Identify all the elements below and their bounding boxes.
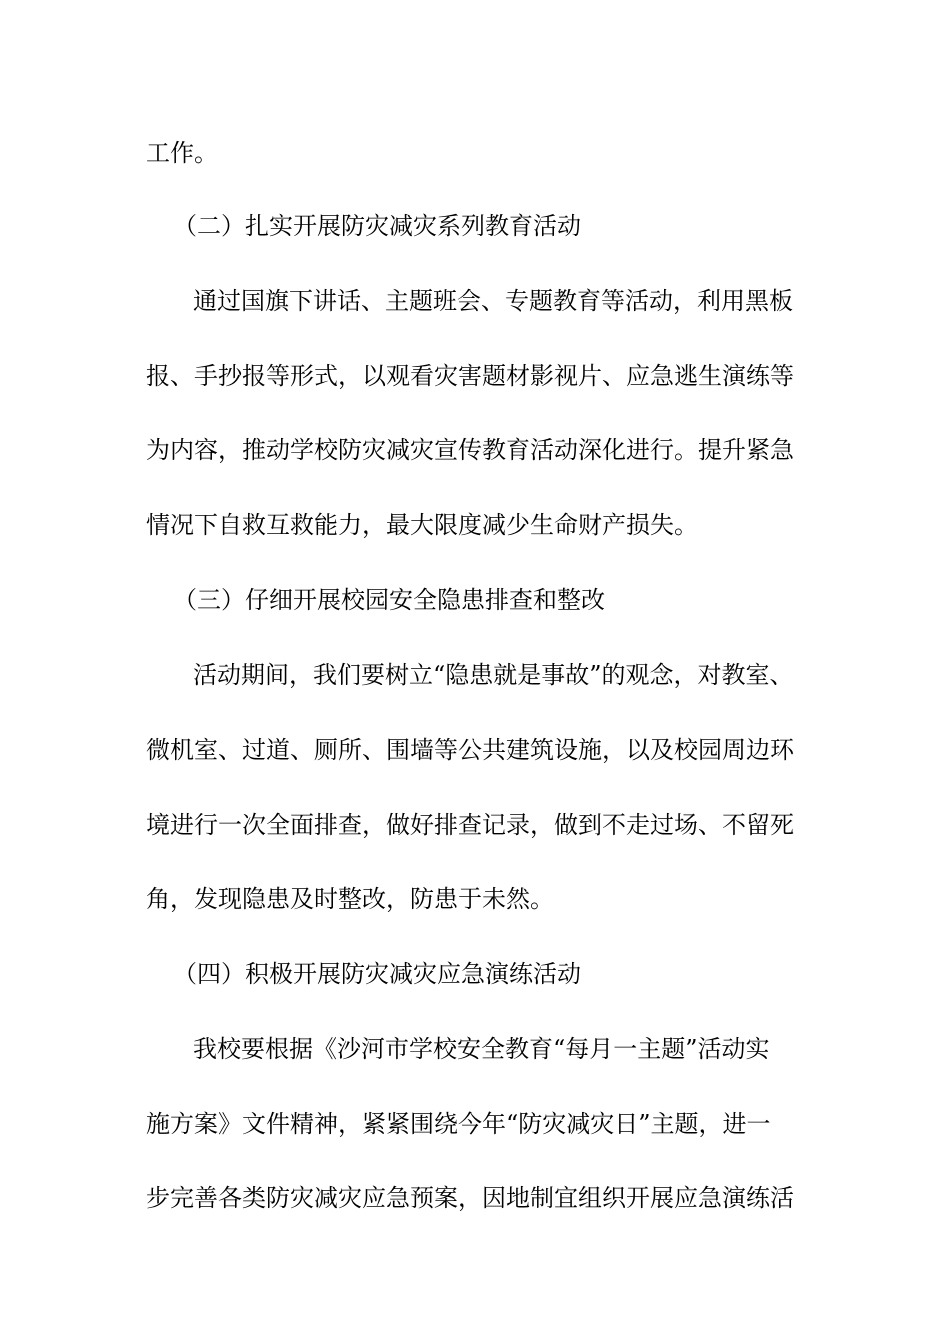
body-line: 角，发现隐患及时整改，防患于未然。 bbox=[146, 885, 554, 913]
body-line: 为内容，推动学校防灾减灾宣传教育活动深化进行。提升紧急 bbox=[146, 436, 794, 464]
body-line: 施方案》文件精神，紧紧围绕今年“防灾减灾日”主题，进一 bbox=[146, 1110, 771, 1138]
section-heading-3: （三）仔细开展校园安全隐患排查和整改 bbox=[173, 586, 605, 614]
body-line: 工作。 bbox=[146, 139, 218, 167]
section-heading-2: （二）扎实开展防灾减灾系列教育活动 bbox=[173, 212, 581, 240]
body-line: 活动期间，我们要树立“隐患就是事故”的观念，对教室、 bbox=[193, 661, 794, 689]
body-line: 步完善各类防灾减灾应急预案，因地制宜组织开展应急演练活 bbox=[146, 1184, 794, 1212]
body-line: 微机室、过道、厕所、围墙等公共建筑设施，以及校园周边环 bbox=[146, 736, 794, 764]
body-line: 境进行一次全面排查，做好排查记录，做到不走过场、不留死 bbox=[146, 811, 794, 839]
body-line: 情况下自救互救能力，最大限度减少生命财产损失。 bbox=[146, 511, 698, 539]
body-line: 报、手抄报等形式，以观看灾害题材影视片、应急逃生演练等 bbox=[146, 362, 794, 390]
section-heading-4: （四）积极开展防灾减灾应急演练活动 bbox=[173, 960, 581, 988]
body-line: 我校要根据《沙河市学校安全教育“每月一主题”活动实 bbox=[193, 1035, 770, 1063]
body-line: 通过国旗下讲话、主题班会、专题教育等活动，利用黑板 bbox=[193, 287, 793, 315]
